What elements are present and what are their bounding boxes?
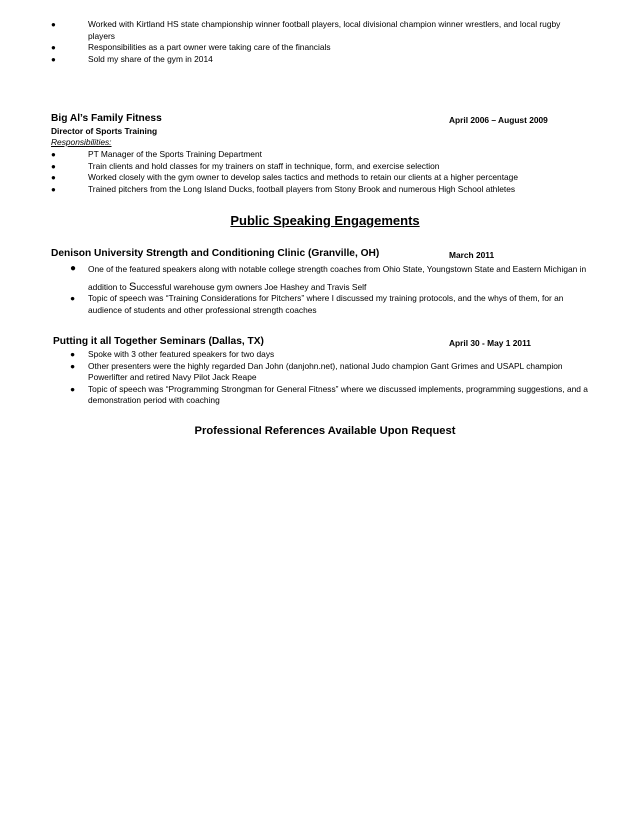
engagement-bullets bbox=[51, 264, 621, 316]
bullet-icon: ● bbox=[51, 184, 56, 194]
bullet-icon: ● bbox=[51, 161, 56, 171]
list-item: ● Trained pitchers from the Long Island Ducks, football players from Stony Brook and numerous High School athletes bbox=[51, 183, 516, 194]
bullet-icon: ● bbox=[51, 150, 56, 159]
list-item-continuation: audience of students and other professional strength coaches bbox=[88, 304, 317, 315]
list-item: ● Topic of speech was “Training Considerations for Pitchers” where I discussed my training protocols, and the whys of them, for an bbox=[70, 293, 564, 304]
job-name: Big Al’s Family Fitness bbox=[51, 113, 162, 124]
list-item: ● Sold my share of the gym in 2014 bbox=[51, 53, 213, 64]
bullet-icon: ● bbox=[51, 173, 56, 183]
list-item: ● Worked with Kirtland HS state championship winner football players, local divisional champion winner wrestlers, and local rugby bbox=[51, 19, 561, 29]
list-item: ● Responsibilities as a part owner were taking care of the financials bbox=[51, 42, 331, 53]
list-item-continuation: addition to Successful warehouse gym owners Joe Hashey and Travis Self bbox=[88, 280, 367, 293]
job-bullets bbox=[51, 149, 611, 195]
engagement-name: Denison University Strength and Conditioning Clinic (Granville, OH) bbox=[51, 248, 380, 259]
list-item: ● Train clients and hold classes for my trainers on staff in technique, form, and exercise selection bbox=[51, 160, 440, 171]
list-item-continuation: Powerlifter and retired Navy Pilot Jack Reape bbox=[88, 372, 257, 383]
bullet-icon: ● bbox=[51, 43, 56, 53]
bullet-icon: ● bbox=[51, 54, 56, 64]
engagement-bullets bbox=[51, 349, 621, 407]
list-item: ● Spoke with 3 other featured speakers for two days bbox=[70, 349, 275, 359]
job-title: Director of Sports Training bbox=[51, 126, 158, 136]
job-dates: April 2006 – August 2009 bbox=[449, 115, 548, 125]
list-item: ● PT Manager of the Sports Training Department bbox=[51, 149, 262, 159]
list-item: ● Other presenters were the highly regarded Dan John (danjohn.net), national Judo champion Gant Grimes and USAPL champion bbox=[70, 360, 563, 371]
bullet-icon: ● bbox=[70, 349, 76, 359]
section-title: Public Speaking Engagements bbox=[230, 213, 420, 228]
bullet-icon: ● bbox=[70, 263, 77, 274]
engagement-date: April 30 - May 1 2011 bbox=[449, 338, 531, 348]
list-item-continuation: players bbox=[88, 30, 115, 41]
bullet-icon: ● bbox=[70, 360, 76, 371]
engagement-date: March 2011 bbox=[449, 250, 495, 260]
list-item: ● One of the featured speakers along with notable college strength coaches from Ohio State, Youngstown State and Eastern Michigan in bbox=[70, 263, 587, 274]
responsibilities-label: Responsibilities: bbox=[51, 137, 112, 147]
list-item-continuation: demonstration period with coaching bbox=[88, 395, 220, 406]
closing-statement: Professional References Available Upon Request bbox=[194, 425, 456, 437]
list-item: ● Worked closely with the gym owner to develop sales tactics and methods to retain our clients at a higher percentage bbox=[51, 172, 518, 183]
list-item: ● Topic of speech was “Programming Strongman for General Fitness” where we discussed implements, programming suggestions, and a bbox=[70, 383, 588, 394]
previous-job-bullets bbox=[51, 19, 611, 65]
bullet-icon: ● bbox=[51, 20, 56, 29]
bullet-icon: ● bbox=[70, 383, 76, 394]
engagement-name: Putting it all Together Seminars (Dallas, TX) bbox=[53, 336, 264, 347]
bullet-icon: ● bbox=[70, 293, 76, 304]
